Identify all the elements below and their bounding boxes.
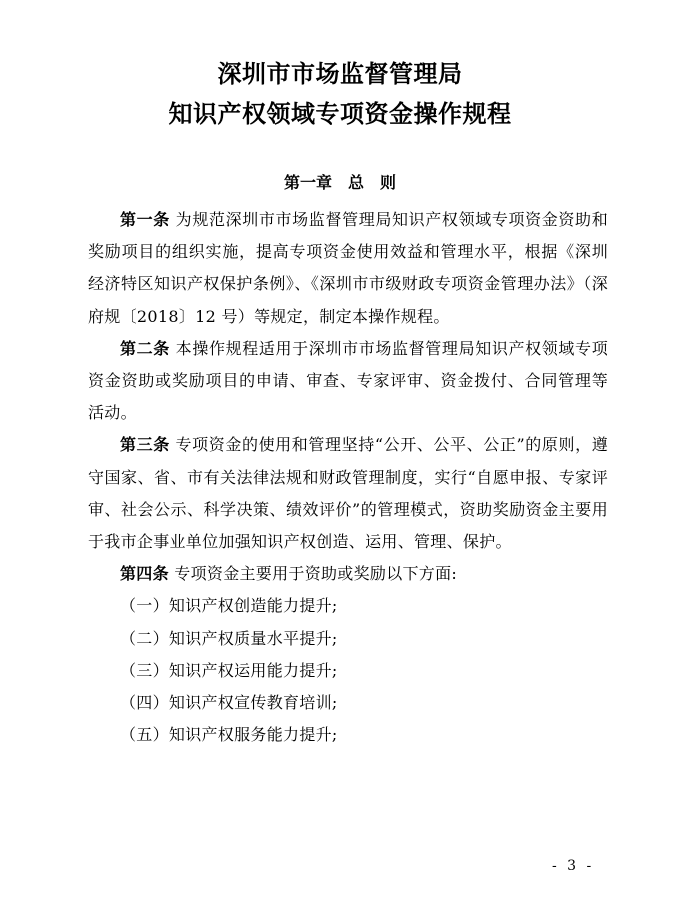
article-label: 第三条	[120, 435, 170, 455]
list-item: （五）知识产权服务能力提升;	[120, 725, 338, 745]
article-text: 本操作规程适用于深圳市市场监督管理局知识产权领域专项资金资助或奖励项目的申请、审查、专家评审、资金拨付、合同管理等活动。	[88, 338, 608, 423]
article-1	[88, 204, 608, 333]
article-label: 第一条	[120, 210, 170, 229]
list-item: （一）知识产权创造能力提升;	[120, 596, 338, 616]
article-label: 第二条	[120, 338, 170, 358]
chapter-heading: 第一章 总 则	[283, 173, 396, 192]
article-4	[88, 558, 608, 590]
article-label: 第四条	[120, 564, 169, 584]
document-body	[88, 204, 608, 751]
document-title-line-2: 知识产权领域专项资金操作规程	[168, 100, 512, 128]
list-item: （二）知识产权质量水平提升;	[120, 628, 338, 648]
article-2	[88, 333, 608, 430]
article-3	[88, 429, 608, 558]
list-item: （四）知识产权宣传教育培训;	[120, 693, 338, 713]
list-item: （三）知识产权运用能力提升;	[120, 660, 338, 680]
page-number: - 3 -	[552, 858, 595, 874]
document-title-line-1: 深圳市市场监督管理局	[217, 60, 463, 88]
article-text: 专项资金主要用于资助或奖励以下方面:	[174, 564, 458, 584]
article-text: 为规范深圳市市场监督管理局知识产权领域专项资金资助和奖励项目的组织实施，提高专项资金使用效益和管理水平，根据《深圳经济特区知识产权保护条例》、《深圳市市级财政专项资金管理办法》（深府规〔2018〕12 号）等规定，制定本操作规程。	[88, 210, 608, 326]
article-text: 专项资金的使用和管理坚持“公开、公平、公正”的原则，遵守国家、省、市有关法律法规和财政管理制度，实行“自愿申报、专家评审、社会公示、科学决策、绩效评价”的管理模式，资助奖励资金主要用于我市企事业单位加强知识产权创造、运用、管理、保护。	[88, 435, 608, 552]
